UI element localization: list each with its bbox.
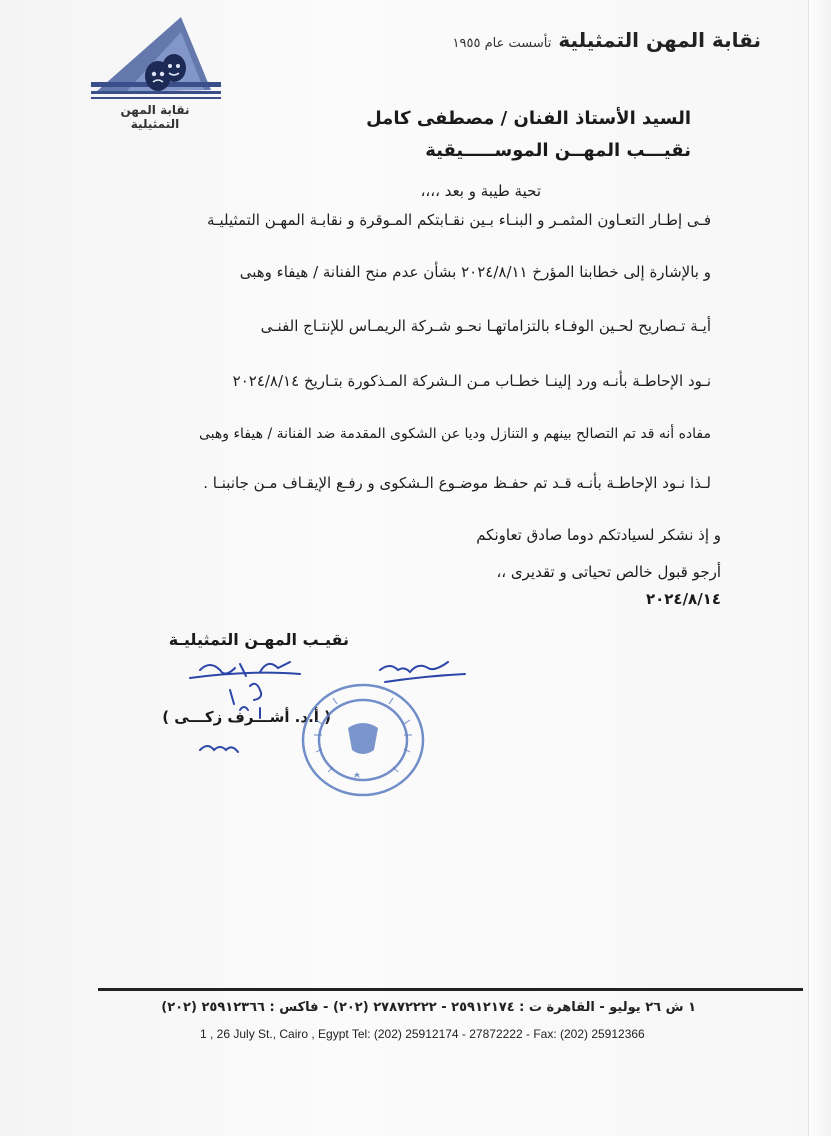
- closing-line: أرجو قبول خالص تحياتى و تقديرى ،،: [496, 563, 721, 581]
- footer-address-english: 1 , 26 July St., Cairo , Egypt Tel: (202) 25912174 - 27872222 - Fax: (202) 25912366: [200, 1027, 645, 1041]
- footer-address-arabic: ١ ش ٢٦ يوليو - القاهرة ت : ٢٥٩١٢١٧٤ - ٢٧٨٧٢٢٢٢ (٢٠٢) - فاكس : ٢٥٩١٢٣٦٦ (٢٠٢): [161, 1000, 696, 1015]
- body-line-2: و بالإشارة إلى خطابنا المؤرخ ٢٠٢٤/٨/١١ بشأن عدم منح الفنانة / هيفاء وهبى: [239, 263, 711, 281]
- official-seal: [298, 680, 428, 800]
- founded-year: تأسست عام ١٩٥٥: [452, 36, 552, 51]
- page-edge: [808, 0, 831, 1136]
- letter-date: ٢٠٢٤/٨/١٤: [645, 590, 721, 608]
- addressee-title: نقيـــب المهــن الموســـــيقية: [425, 140, 691, 161]
- body-line-1: فـى إطـار التعـاون المثمـر و البنـاء بـين نقـابتكم المـوقرة و نقابـة المهـن التمثيليـة: [207, 211, 711, 229]
- greeting: تحية طيبة و بعد ،،،،: [420, 182, 541, 200]
- org-header: [443, 28, 761, 52]
- body-line-5: مفاده أنه قد تم التصالح بينهم و التنازل وديا عن الشكوى المقدمة ضد الفنانة / هيفاء وهبى: [198, 426, 711, 442]
- thanks-line: و إذ نشكر لسيادتكم دوما صادق تعاونكم: [476, 526, 721, 544]
- body-line-3: أيـة تـصاريح لحـين الوفـاء بالتزاماتهـا نحـو شـركة الريمـاس للإنتـاج الفنـى: [260, 317, 711, 335]
- body-line-4: نـود الإحاطـة بأنـه ورد إلينـا خطـاب مـن الـشركة المـذكورة بتـاريخ ٢٠٢٤/٨/١٤: [232, 372, 711, 390]
- org-name: نقابة المهن التمثيلية: [558, 28, 761, 52]
- signatory-name: ( أ.د. أشـــرف زكـــى ): [162, 708, 331, 726]
- signatory-title: نقيـب المهـن التمثيليـة: [168, 630, 349, 649]
- logo-caption: نقابة المهن التمثيلية: [120, 103, 190, 131]
- addressee-name: السيد الأستاذ الفنان / مصطفى كامل: [366, 108, 691, 129]
- body-line-6: لـذا نـود الإحاطـة بأنـه قـد تم حفـظ موضـوع الـشكوى و رفـع الإيقـاف مـن جانبنـا .: [203, 474, 711, 492]
- footer-divider: [98, 988, 803, 991]
